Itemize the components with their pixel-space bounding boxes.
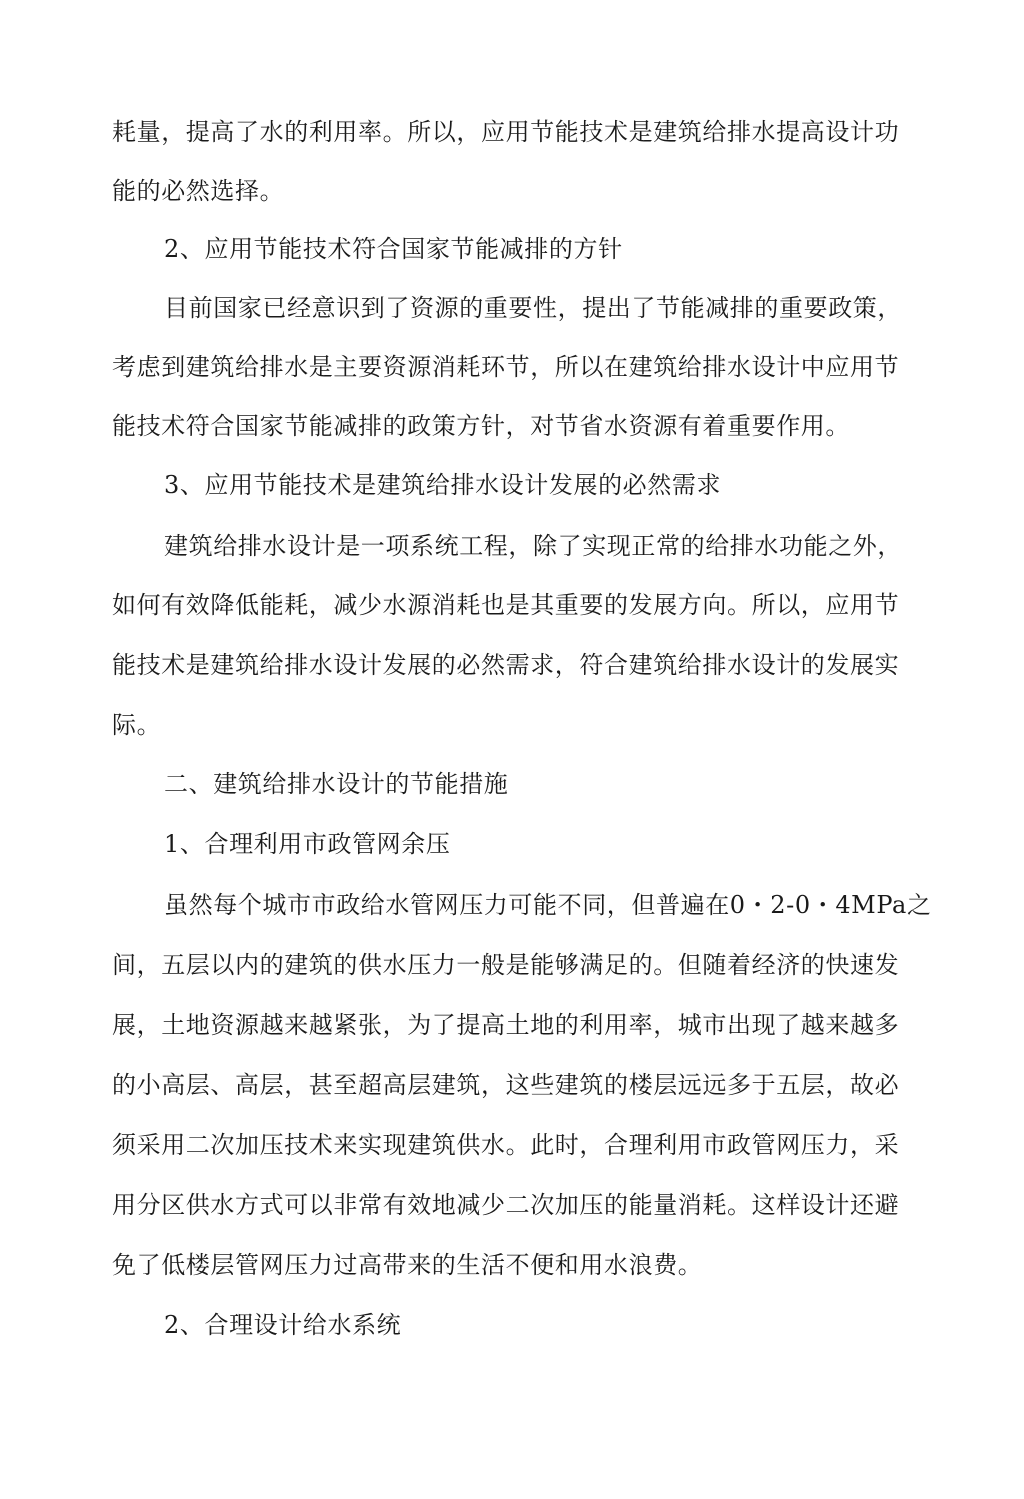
text-line: 际。 (112, 711, 162, 739)
text-line: 能的必然选择。 (112, 177, 285, 205)
text-line: 用分区供水方式可以非常有效地减少二次加压的能量消耗。这样设计还避 (112, 1191, 900, 1219)
text-line: 如何有效降低能耗，减少水源消耗也是其重要的发展方向。所以，应用节 (112, 591, 900, 619)
section-heading: 3、应用节能技术是建筑给排水设计发展的必然需求 (164, 471, 722, 499)
text-line: 能技术是建筑给排水设计发展的必然需求，符合建筑给排水设计的发展实 (112, 651, 900, 679)
text-line: 须采用二次加压技术来实现建筑供水。此时，合理利用市政管网压力，采 (112, 1131, 900, 1159)
text-line: 展，土地资源越来越紧张，为了提高土地的利用率，城市出现了越来越多 (112, 1011, 900, 1039)
text-line: 间，五层以内的建筑的供水压力一般是能够满足的。但随着经济的快速发 (112, 951, 900, 979)
text-line: 耗量，提高了水的利用率。所以，应用节能技术是建筑给排水提高设计功 (112, 118, 900, 146)
section-heading: 2、合理设计给水系统 (164, 1311, 402, 1339)
text-line: 考虑到建筑给排水是主要资源消耗环节，所以在建筑给排水设计中应用节 (112, 353, 900, 381)
text-line: 免了低楼层管网压力过高带来的生活不便和用水浪费。 (112, 1251, 703, 1279)
text-line: 建筑给排水设计是一项系统工程，除了实现正常的给排水功能之外， (164, 532, 902, 560)
text-line: 能技术符合国家节能减排的政策方针，对节省水资源有着重要作用。 (112, 412, 850, 440)
section-heading: 2、应用节能技术符合国家节能减排的方针 (164, 235, 623, 263)
section-heading: 1、合理利用市政管网余压 (164, 830, 451, 858)
text-line: 目前国家已经意识到了资源的重要性，提出了节能减排的重要政策， (164, 294, 902, 322)
text-line: 虽然每个城市市政给水管网压力可能不同，但普遍在0・2-0・4MPa之 (164, 891, 932, 919)
text-line: 的小高层、高层，甚至超高层建筑，这些建筑的楼层远远多于五层，故必 (112, 1071, 900, 1099)
chapter-heading: 二、建筑给排水设计的节能措施 (164, 770, 509, 798)
